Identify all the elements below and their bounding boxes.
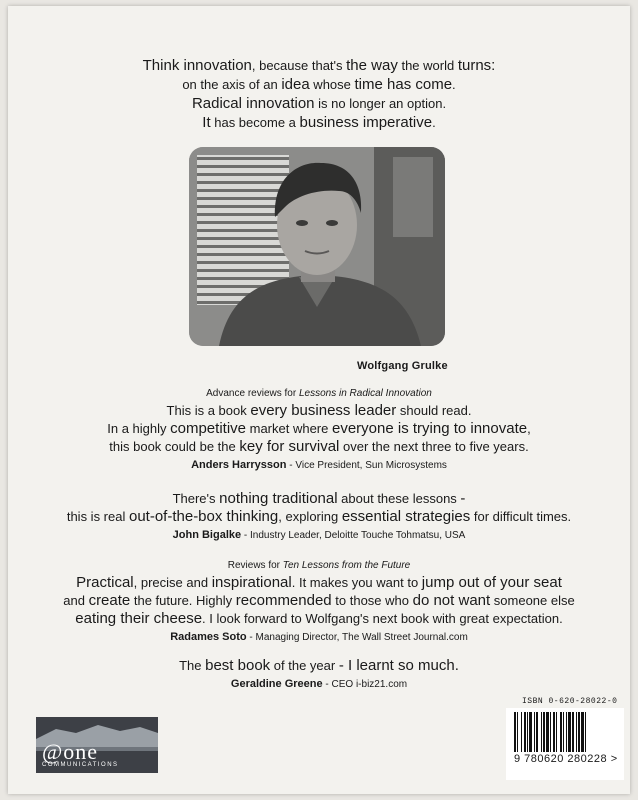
author-photo [189,147,445,346]
text-run: whose [309,77,355,92]
photo-caption: Wolfgang Grulke [357,360,448,372]
text-run: , precise and [133,575,212,590]
review-text [0,490,638,526]
review-block [0,657,638,690]
publisher-logo [36,717,158,773]
review-block [0,490,638,541]
review-text [0,574,638,628]
logo-text: @one [42,739,99,764]
isbn-label: ISBN 0-620-28022-0 [522,697,618,706]
barcode-bar [529,712,532,752]
barcode-bar [524,712,526,752]
text-run: create [88,592,131,609]
intro-prefix: Reviews for [227,560,283,571]
text-run: business imperative [299,114,433,131]
hero-line [0,94,638,113]
barcode-bar [550,712,551,752]
reviewer-role: - CEO i-biz21.com [322,679,408,690]
text-run: and [63,593,89,608]
reviewer-role: - Industry Leader, Deloitte Touche Tohmatsu, USA [241,530,466,541]
text-run: this is real [66,509,129,524]
text-run: the world [397,58,458,73]
barcode [506,708,624,780]
text-run: out-of-the-box thinking [128,508,279,525]
blind-slat [197,237,289,240]
text-run: . I look forward to Wolfgang's next book with great expectation. [202,611,563,626]
blind-slat [197,221,289,224]
text-run: for difficult times. [470,509,572,524]
text-run: of the year [270,658,339,673]
barcode-bar [563,712,564,752]
logo-subtitle: COMMUNICATIONS [42,762,119,768]
text-run: over the next three to five years. [339,439,529,454]
hero-line [0,113,638,132]
blind-slat [197,157,289,160]
barcode-bar [527,712,528,752]
text-run: to those who [331,593,413,608]
barcode-bar [581,712,584,752]
barcode-bar [543,712,545,752]
text-run: Think innovation [142,57,252,74]
blind-slat [197,245,289,248]
text-run: - I learnt so much. [338,657,459,674]
barcode-bar [553,712,555,752]
review-block [0,560,638,643]
barcode-bar [546,712,549,752]
text-run: , because that's [251,58,347,73]
barcode-bar [566,712,567,752]
blind-slat [197,181,289,184]
review-attribution [0,678,638,690]
hero-line [0,56,638,75]
text-run: It [202,114,211,131]
portrait-illustration [189,147,445,346]
text-run: turns: [457,57,496,74]
text-run: someone else [490,593,575,608]
text-run: has become a [210,115,300,130]
text-run: should read. [396,403,472,418]
blind-slat [197,229,289,232]
text-run: market where [246,421,332,436]
review-attribution [0,459,638,471]
text-run: on the axis of an [182,77,282,92]
text-run: In a highly [107,421,171,436]
text-run: Radical innovation [191,95,315,112]
barcode-bar [572,712,574,752]
barcode-bar [541,712,542,752]
barcode-bar [521,712,522,752]
reviewer-name: Anders Harrysson [191,459,287,471]
review-line [0,508,638,526]
reviewer-role: - Vice President, Sun Microsystems [286,460,447,471]
barcode-bar [576,712,577,752]
text-run: every business leader [250,402,397,419]
text-run: essential strategies [341,508,471,525]
reviewer-name: John Bigalke [172,529,242,541]
text-run: key for survival [239,438,340,455]
intro-prefix: Advance reviews for [206,388,299,399]
book-title: Lessons in Radical Innovation [298,388,432,399]
review-line [0,420,638,438]
text-run: the future. Highly [130,593,236,608]
review-line [0,592,638,610]
barcode-bar [536,712,538,752]
review-line [0,402,638,420]
text-run: There's [172,491,220,506]
text-run: do not want [412,592,491,609]
barcode-bar [514,712,516,752]
text-run: . It makes you want to [291,575,422,590]
text-run: nothing traditional [219,490,338,507]
text-run: this book could be the [109,439,240,454]
review-attribution [0,631,638,643]
hero-quote [0,56,638,132]
text-run: Practical [76,574,134,591]
text-run: - [460,490,466,507]
blind-slat [197,197,289,200]
hero-line [0,75,638,94]
text-run: time has come [354,76,453,93]
review-text [0,657,638,675]
text-run: best book [205,657,271,674]
review-intro [0,388,638,399]
text-run: idea [281,76,310,93]
review-line [0,610,638,628]
reviewer-name: Geraldine Greene [230,678,323,690]
blind-slat [197,173,289,176]
review-block [0,388,638,471]
barcode-bars [506,708,624,780]
reviewer-role: - Managing Director, The Wall Street Journal.com [246,632,468,643]
barcode-bar [568,712,571,752]
barcode-bar [517,712,518,752]
barcode-bar [578,712,580,752]
text-run: the way [346,57,398,74]
blind-slat [197,165,289,168]
text-run: about these lessons [337,491,461,506]
text-run: . [452,77,456,92]
text-run: competitive [170,420,246,437]
text-run: recommended [235,592,332,609]
review-line [0,574,638,592]
barcode-number: 9 780620 280228 > [514,753,618,765]
text-run: The [179,658,206,673]
text-run: . [432,115,436,130]
barcode-bar [560,712,562,752]
barcode-bar [534,712,535,752]
text-run: is no longer an option. [314,96,447,111]
blind-slat [197,277,289,280]
text-run: jump out of your seat [421,574,562,591]
text-run: eating their cheese [75,610,203,627]
text-run: This is a book [166,403,251,418]
blind-slat [197,189,289,192]
reviewer-name: Radames Soto [170,631,247,643]
review-attribution [0,529,638,541]
review-text [0,402,638,456]
barcode-bar [556,712,557,752]
review-line [0,438,638,456]
book-title: Ten Lessons from the Future [282,560,411,571]
blind-slat [197,253,289,256]
blind-slat [197,269,289,272]
review-intro [0,560,638,571]
blind-slat [197,261,289,264]
review-line [0,490,638,508]
review-line [0,657,638,675]
text-run: everyone is trying to innovate [331,420,528,437]
barcode-bar [585,712,586,752]
text-run: , exploring [278,509,342,524]
text-run: inspirational [211,574,292,591]
text-run: , [527,421,531,436]
